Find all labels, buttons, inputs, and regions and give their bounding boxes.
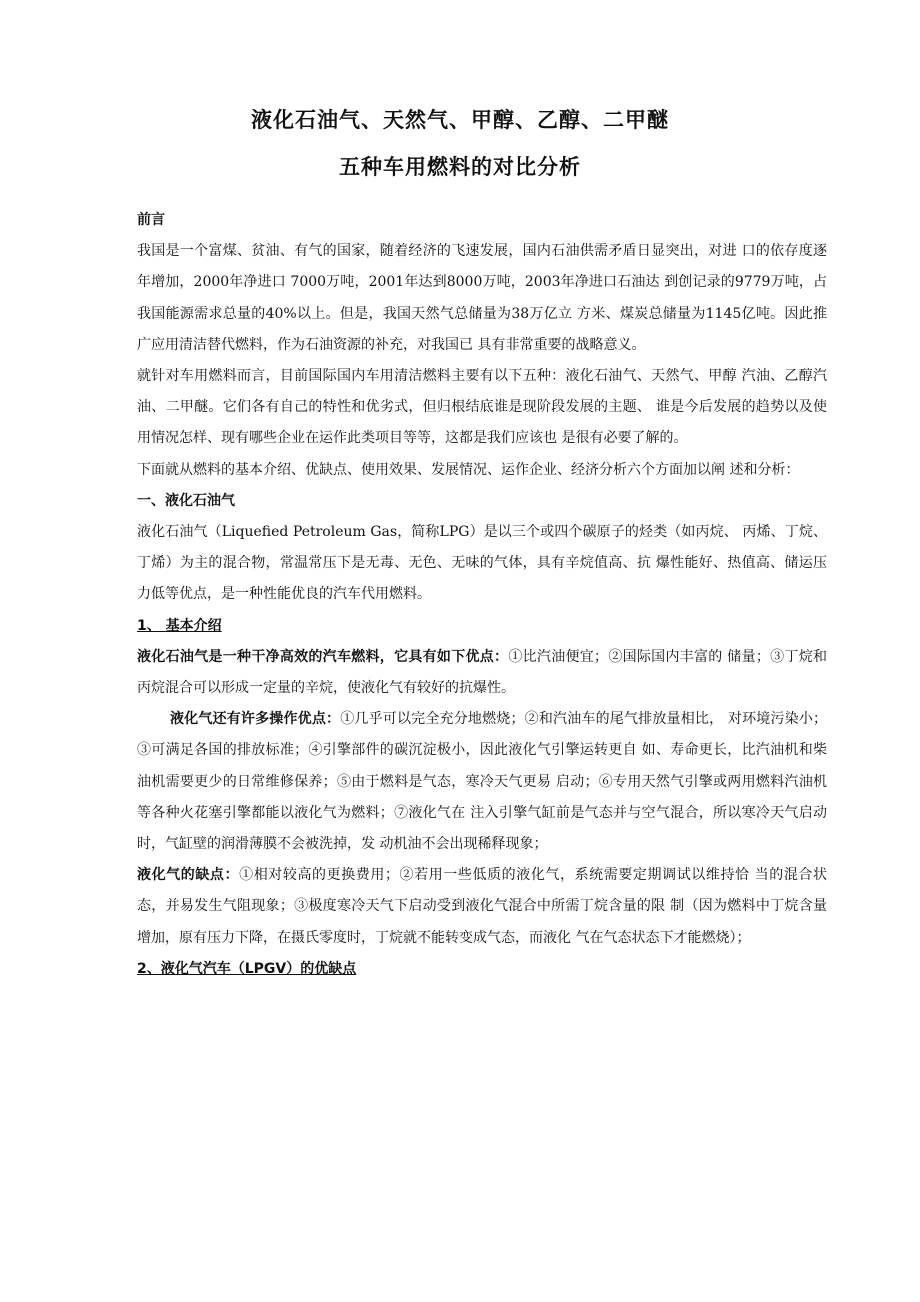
preface-paragraph-3: 下面就从燃料的基本介绍、优缺点、使用效果、发展情况、运作企业、经济分析六个方面加以阐 述和分析： [137,461,800,478]
document-title-line2: 五种车用燃料的对比分析 [339,155,581,179]
disadvantages-text: ①相对较高的更换费用；②若用一些低质的液化气，系统需要定期调试以维持恰 当的混合状态，并易发生气阻现象；③极度寒冷天气下启动受到液化气混合中所需丁烷含量的限 制（因为燃料中丁烷含量增加，原有压力下降，在摄氏零度时，丁烷就不能转变成气态，而液化 气在气态状态下才能燃烧）； [137,867,828,946]
subsection-1-heading: 1、 基本介绍 [137,617,222,634]
document-title-line1: 液化石油气、天然气、甲醇、乙醇、二甲醚 [251,108,669,132]
subsection-2-heading: 2、液化气汽车（LPGV）的优缺点 [137,960,357,977]
advantages-paragraph [137,642,827,704]
document-body [137,205,827,985]
disadvantages-paragraph [137,860,827,954]
preface-heading: 前言 [137,212,165,228]
preface-paragraph-1: 我国是一个富煤、贫油、有气的国家，随着经济的飞速发展，国内石油供需矛盾日显突出，对进 口的依存度逐年增加，2000年净进口 7000万吨，2001年达到8000万吨，2003年净进口石油达 到创记录的9779万吨，占我国能源需求总量的40%以上。但是，我国天然气总储量为38万亿立 方米、煤炭总储量为1145亿吨。因此推广应用清洁替代燃料，作为石油资源的补充，对我国已 具有非常重要的战略意义。 [137,243,827,353]
disadvantages-lead: 液化气的缺点： [137,867,240,884]
advantages-lead: 液化石油气是一种干净高效的汽车燃料，它具有如下优点： [137,648,509,665]
preface-paragraph-2: 就针对车用燃料而言，目前国际国内车用清洁燃料主要有以下五种：液化石油气、天然气、甲醇 汽油、乙醇汽油、二甲醚。它们各有自己的特性和优劣式，但归根结底谁是现阶段发展的主题、 谁是今后发展的趋势以及使用情况怎样、现有哪些企业在运作此类项目等等，这都是我们应该也 是很有必要了解的。 [137,368,827,447]
operation-advantages-text: ①几乎可以完全充分地燃烧；②和汽油车的尾气排放量相比， 对环境污染小；③可满足各国的排放标准；④引擎部件的碳沉淀极小，因此液化气引擎运转更自 如、寿命更长，比汽油机和柴油机需要更少的日常维修保养；⑤由于燃料是气态，寒冷天气更易 启动；⑥专用天然气引擎或两用燃料汽油机等各种火花塞引擎都能以液化气为燃料；⑦液化气在 注入引擎气缸前是气态并与空气混合，所以寒冷天气启动时，气缸壁的润滑薄膜不会被洗掉，发 动机油不会出现稀释现象； [137,711,827,853]
operation-advantages-lead: 液化气还有许多操作优点： [170,711,341,728]
section-1-heading: 一、液化石油气 [137,492,235,509]
section-1-paragraph: 液化石油气（Liquefied Petroleum Gas，简称LPG）是以三个或四个碳原子的烃类（如丙烷、 丙烯、丁烷、丁烯）为主的混合物，常温常压下是无毒、无色、无味的气体，具有辛烷值高、抗 爆性能好、热值高、储运压力低等优点，是一种性能优良的汽车代用燃料。 [137,524,827,603]
advantages-text: ①比汽油便宜；②国际国内丰富的 储量；③丁烷和丙烷混合可以形成一定量的辛烷，使液化气有较好的抗爆性。 [137,648,828,697]
operation-advantages-paragraph [137,704,827,860]
